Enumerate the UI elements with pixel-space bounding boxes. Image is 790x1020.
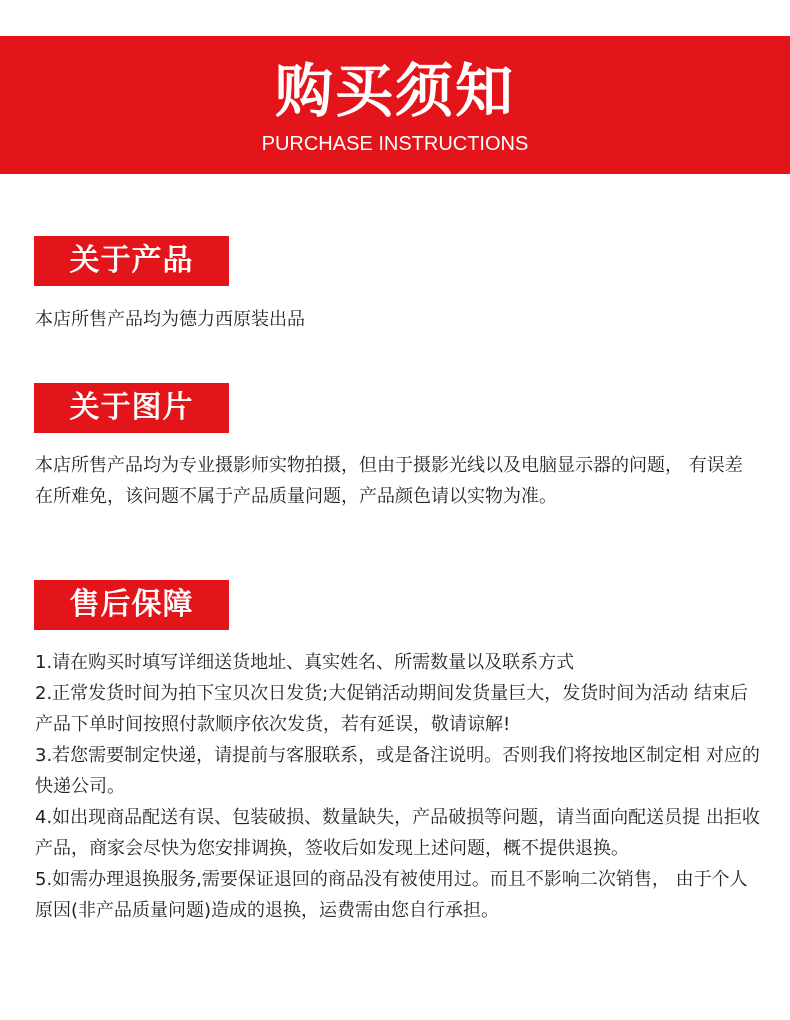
section-body-images bbox=[35, 450, 760, 512]
paragraph-line: 本店所售产品均为专业摄影师实物拍摄，但由于摄影光线以及电脑显示器的问题， 有误差在所难免，该问题不属于产品质量问题，产品颜色请以实物为准。 bbox=[35, 455, 743, 507]
paragraph-line: 本店所售产品均为德力西原装出品 bbox=[35, 309, 305, 330]
list-item: 1.请在购买时填写详细送货地址、真实姓名、所需数量以及联系方式 bbox=[35, 652, 575, 673]
list-item: 4.如出现商品配送有误、包装破损、数量缺失，产品破损等问题，请当面向配送员提 出拒收产品，商家会尽快为您安排调换，签收后如发现上述问题，概不提供退换。 bbox=[35, 807, 760, 859]
list-item: 3.若您需要制定快递，请提前与客服联系，或是备注说明。否则我们将按地区制定相 对应的快递公司。 bbox=[35, 745, 760, 797]
page-title: 购买须知 bbox=[274, 57, 515, 125]
header-banner bbox=[0, 36, 790, 174]
section-body-product bbox=[35, 304, 760, 335]
page-subtitle: PURCHASE INSTRUCTIONS bbox=[261, 133, 529, 155]
section-body-aftersales bbox=[35, 647, 760, 926]
section-heading-product: 关于产品 bbox=[34, 236, 229, 286]
list-item: 2.正常发货时间为拍下宝贝次日发货;大促销活动期间发货量巨大，发货时间为活动 结束后产品下单时间按照付款顺序依次发货，若有延误，敬请谅解! bbox=[35, 683, 748, 735]
list-item: 5.如需办理退换服务,需要保证退回的商品没有被使用过。而且不影响二次销售， 由于个人原因(非产品质量问题)造成的退换，运费需由您自行承担。 bbox=[35, 869, 748, 921]
section-heading-aftersales: 售后保障 bbox=[34, 580, 229, 630]
section-heading-images: 关于图片 bbox=[34, 383, 229, 433]
